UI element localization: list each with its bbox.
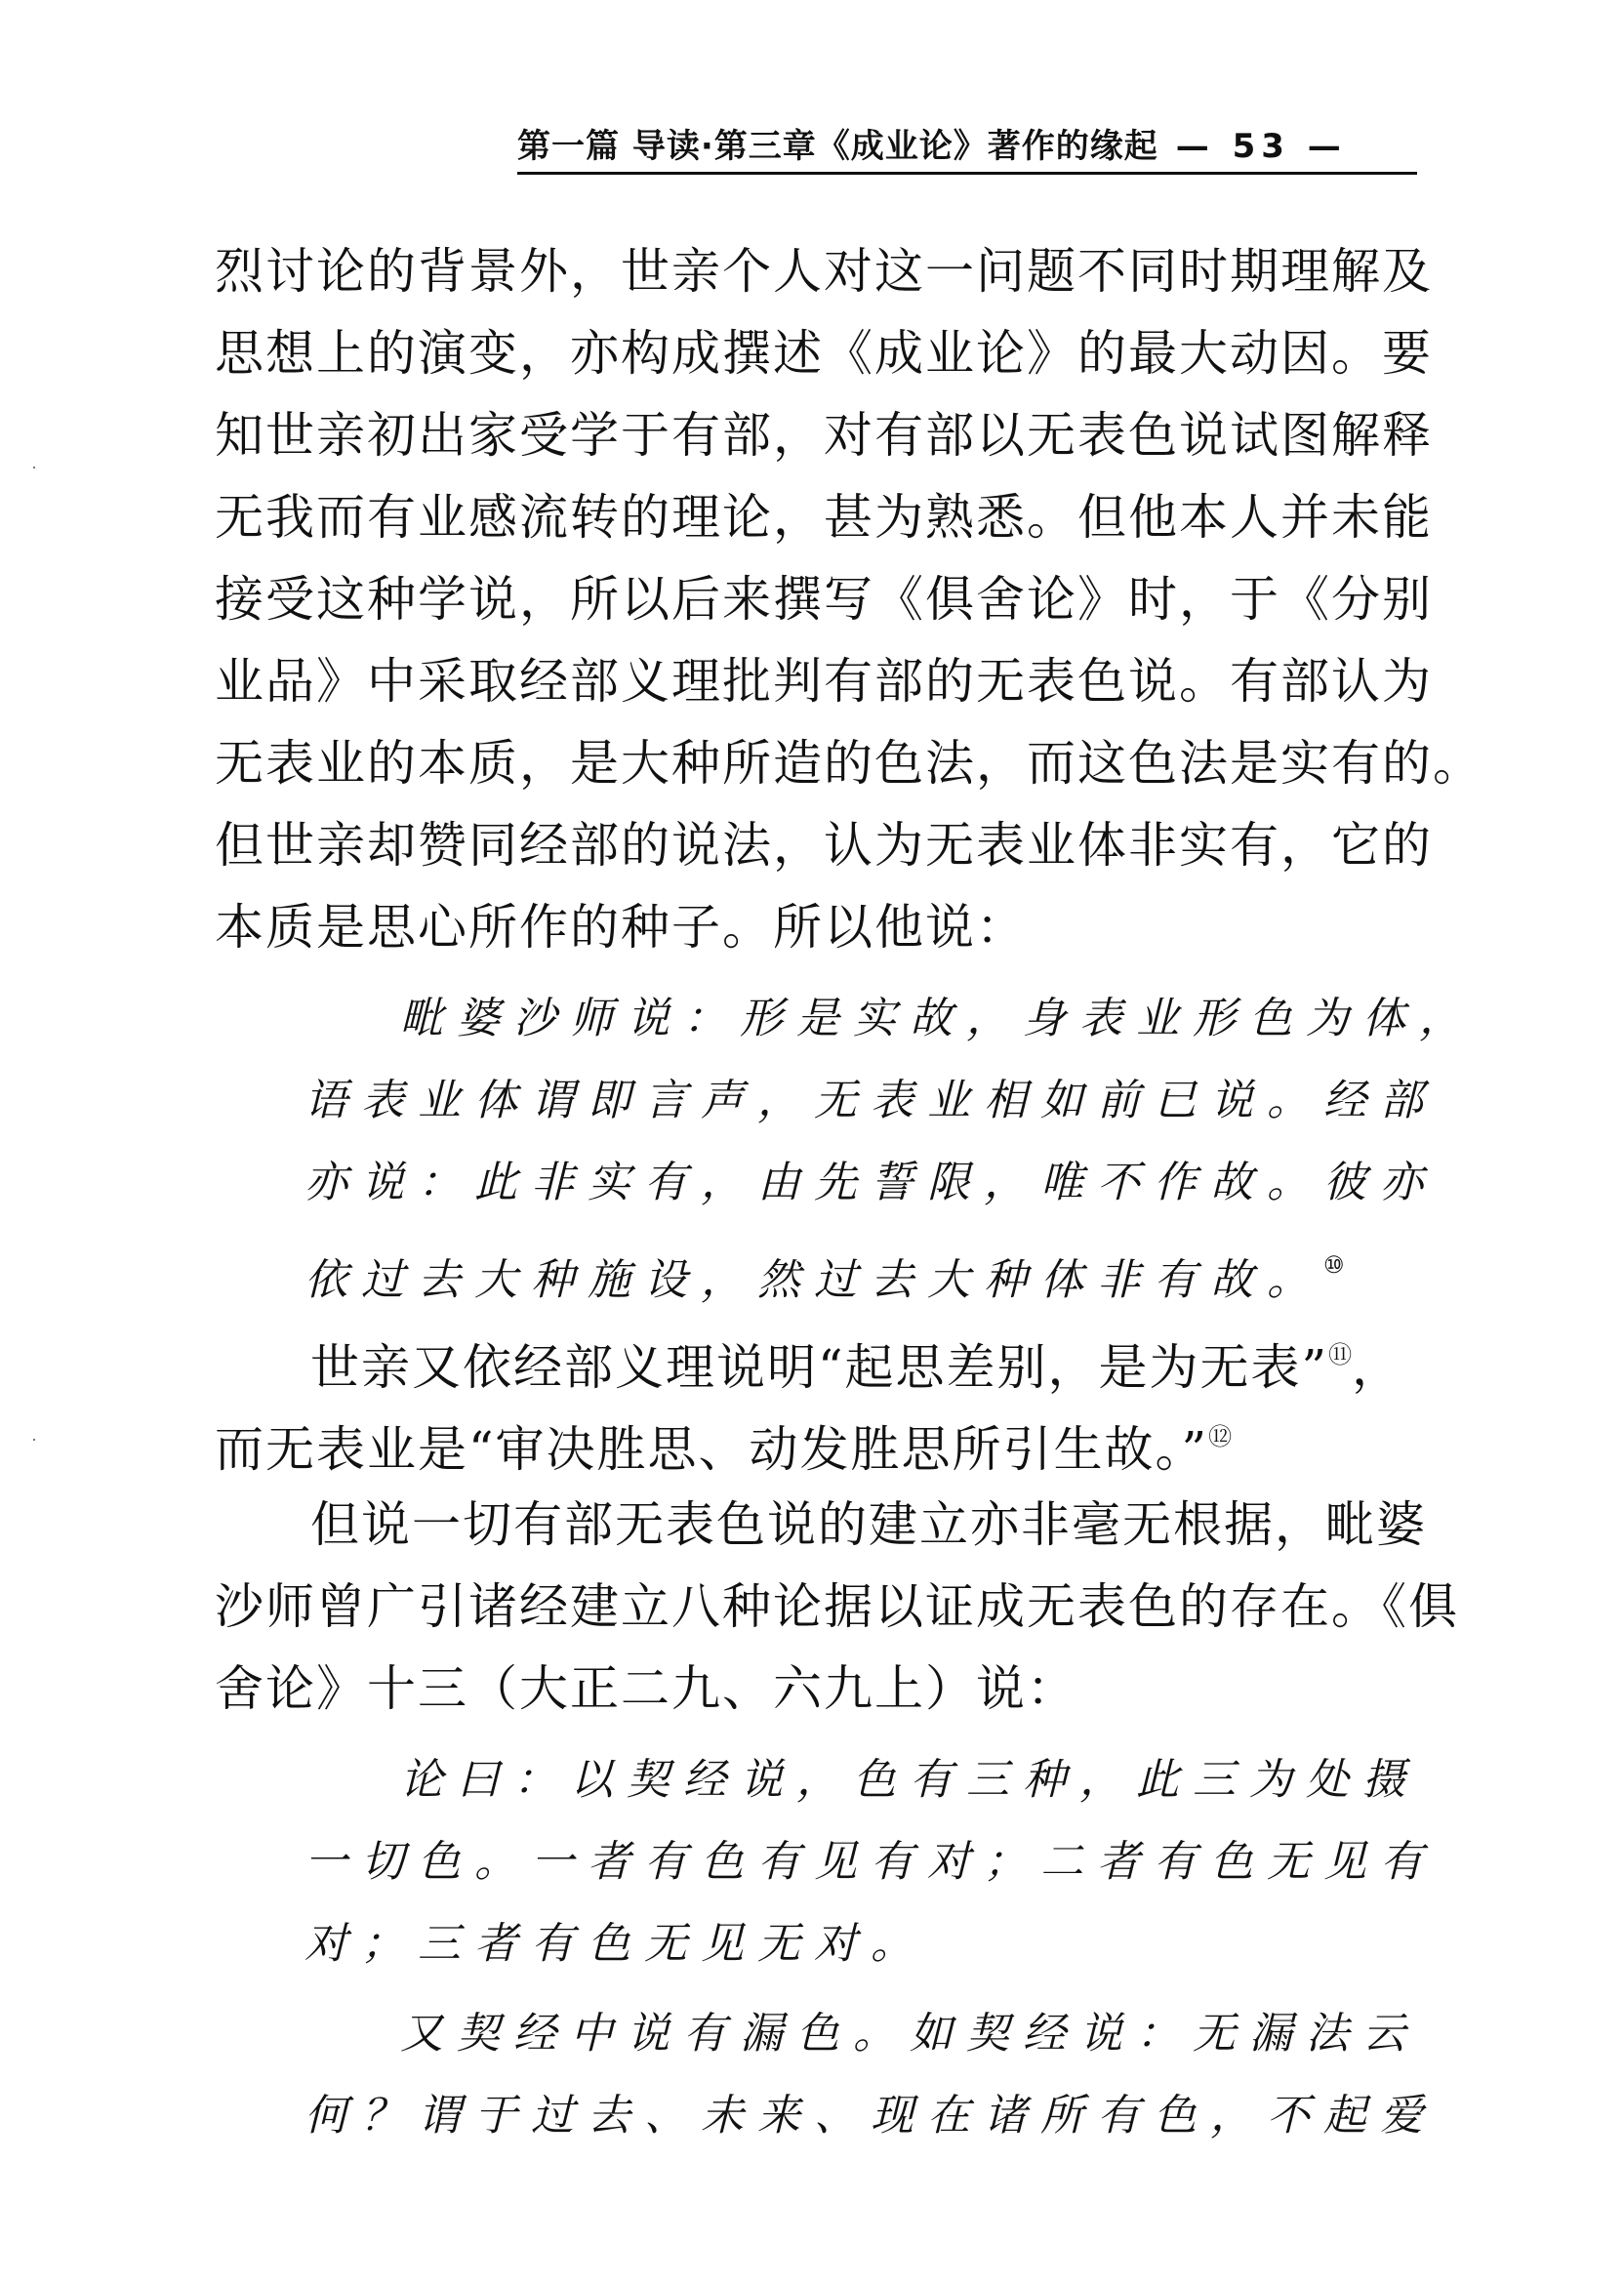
- body-line: 本质是思心所作的种子。所以他说：: [215, 899, 1027, 956]
- quote-line: 何？谓于过去、未来、现在诸所有色，不起爱: [304, 2091, 1437, 2141]
- body-line: 沙师曾广引诸经建立八种论据以证成无表色的存在。《俱: [215, 1578, 1459, 1635]
- body-line: 知世亲初出家受学于有部，对有部以无表色说试图解释: [215, 407, 1433, 464]
- scan-speck: [33, 1439, 35, 1441]
- punctuation: ，: [1352, 1339, 1403, 1396]
- running-head: [517, 123, 1415, 170]
- quote-line: 一切色。一者有色有见有对；二者有色无见有: [304, 1837, 1437, 1887]
- quote-line: 语表业体谓即言声，无表业相如前已说。经部: [304, 1076, 1437, 1125]
- quote-text: 依过去大种施设，然过去大种体非有故。: [304, 1255, 1323, 1305]
- body-line: 舍论》十三（大正二九、六九上）说：: [215, 1660, 1077, 1717]
- page-number: — 53 —: [1175, 127, 1347, 166]
- quote-line: [304, 1226, 1345, 1304]
- body-line: 业品》中采取经部义理批判有部的无表色说。有部认为: [215, 653, 1433, 710]
- body-line: 但说一切有部无表色说的建立亦非毫无根据，毗婆: [310, 1496, 1427, 1553]
- chapter-title: 第一篇 导读·第三章《成业论》著作的缘起: [517, 127, 1158, 166]
- body-line: 但世亲却赞同经部的说法，认为无表业体非实有，它的: [215, 817, 1433, 874]
- body-text: 世亲又依经部义理说明“起思差别，是为无表”: [310, 1339, 1329, 1396]
- body-line: [310, 1316, 1402, 1394]
- footnote-marker-11: ⑪: [1328, 1341, 1353, 1368]
- body-line: [215, 1398, 1232, 1476]
- footnote-marker-12: ⑫: [1208, 1423, 1233, 1450]
- scan-speck: [33, 467, 35, 469]
- quote-line: 亦说：此非实有，由先誓限，唯不作故。彼亦: [304, 1158, 1437, 1207]
- body-text: 而无表业是“审决胜思、动发胜思所引生故。”: [215, 1421, 1209, 1478]
- body-line: 接受这种学说，所以后来撰写《俱舍论》时，于《分别: [215, 571, 1433, 628]
- quote-line: 毗婆沙师说：形是实故，身表业形色为体，: [400, 994, 1476, 1043]
- body-line: 无表业的本质，是大种所造的色法，而这色法是实有的。: [215, 735, 1483, 792]
- header-rule: [517, 172, 1417, 175]
- body-line: 烈讨论的背景外，世亲个人对这一问题不同时期理解及: [215, 243, 1433, 300]
- quote-line: 又契经中说有漏色。如契经说：无漏法云: [400, 2009, 1419, 2059]
- body-line: 思想上的演变，亦构成撰述《成业论》的最大动因。要: [215, 325, 1433, 382]
- body-line: 无我而有业感流转的理论，甚为熟悉。但他本人并未能: [215, 489, 1433, 546]
- quote-line: 对；三者有色无见无对。: [304, 1919, 927, 1969]
- quote-line: 论曰：以契经说，色有三种，此三为处摄: [400, 1755, 1419, 1805]
- footnote-marker-10: ⑩: [1323, 1251, 1345, 1279]
